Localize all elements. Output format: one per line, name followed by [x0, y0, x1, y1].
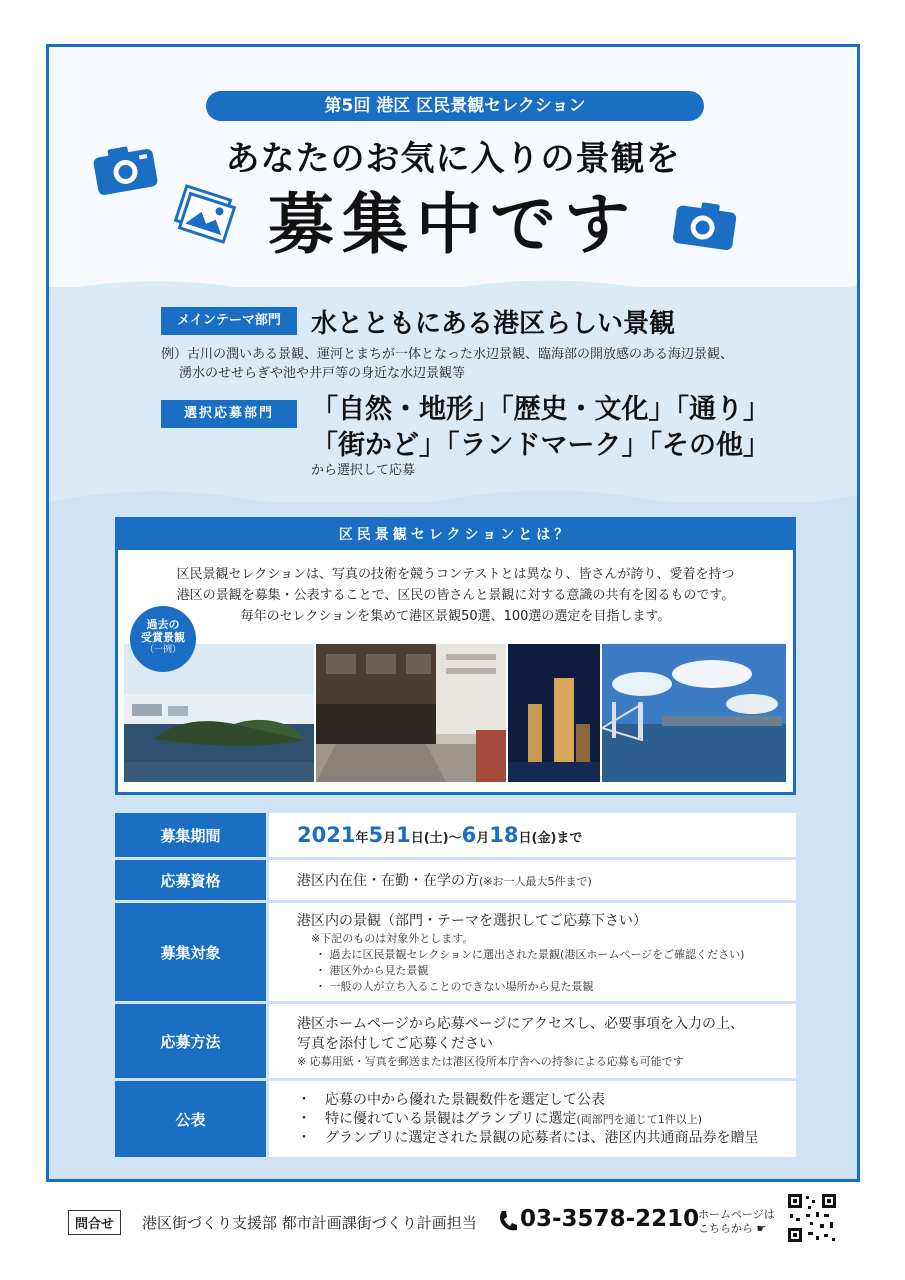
publish-item: ・ グランプリに選定された景観の応募者には、港区内共通商品券を贈呈	[297, 1129, 759, 1146]
photo-bay-bridge	[602, 644, 786, 782]
category-line: 「自然・地形」「歴史・文化」「通り」	[311, 394, 770, 425]
example-line: 例）古川の潤いある景観、運河とまちが一体となった水辺景観、臨海部の開放感のある海辺景観、	[161, 347, 734, 362]
period-value	[269, 813, 796, 857]
table-row	[115, 1004, 796, 1078]
method-label: 応募方法	[115, 1004, 266, 1078]
target-item: ・ 港区外から見た景観	[315, 964, 429, 977]
camera-icon	[91, 143, 159, 195]
footer	[66, 1206, 856, 1266]
main-theme-label: メインテーマ部門	[161, 307, 297, 335]
eligibility-note: (※お一人最大5件まで)	[479, 875, 592, 888]
table-row	[115, 903, 796, 1001]
headline: あなたのお気に入りの景観を	[225, 139, 681, 179]
publish-label: 公表	[115, 1081, 266, 1157]
category-list	[311, 392, 770, 464]
main-theme-examples	[161, 345, 733, 383]
publish-item: ・ 応募の中から優れた景観数件を選定して公表	[297, 1091, 605, 1108]
photos-icon	[173, 183, 237, 245]
eligibility-text: 港区内在住・在勤・在学の方	[297, 873, 479, 889]
table-row	[115, 813, 796, 857]
eligibility-value	[269, 860, 796, 900]
badge-line: 受賞景観	[141, 631, 185, 644]
phone-icon	[498, 1210, 518, 1232]
period-month: 5	[368, 823, 384, 847]
homepage-line: ホームページは	[698, 1208, 775, 1221]
target-item: ・ 一般の人が立ち入ることのできない場所から見た景観	[315, 980, 594, 993]
publish-value	[269, 1081, 796, 1157]
target-label: 募集対象	[115, 903, 266, 1001]
publish-note: (両部門を通じて1件以上)	[576, 1112, 703, 1126]
target-note: ※下記のものは対象外とします。	[311, 932, 474, 945]
period-day: 18	[489, 823, 519, 847]
about-text	[118, 564, 793, 627]
period-unit: 月	[476, 831, 490, 846]
target-main: 港区内の景観（部門・テーマを選択してご応募下さい）	[297, 913, 647, 929]
table-row	[115, 1081, 796, 1157]
period-unit: 日(土)～	[410, 831, 462, 846]
period-day: 1	[396, 823, 411, 847]
headline-large: 募集中です	[268, 186, 638, 263]
about-line: 毎年のセレクションを集めて港区景観50選、100選の選定を目指します。	[240, 609, 671, 624]
category-line: 「街かど」「ランドマーク」「その他」	[311, 430, 770, 461]
camera-icon-right	[671, 199, 741, 251]
period-unit: 月	[383, 831, 397, 846]
homepage-line: こちらから ☛	[698, 1222, 767, 1235]
photo-towers-night	[508, 644, 600, 782]
phone-number[interactable]: 03-3578-2210	[520, 1206, 700, 1232]
target-item: ・ 過去に区民景観セレクションに選出された景観(港区ホームページをご確認ください)	[315, 948, 745, 961]
method-value	[269, 1004, 796, 1078]
period-label: 募集期間	[115, 813, 266, 857]
about-box	[115, 517, 796, 795]
qr-code[interactable]	[786, 1192, 838, 1244]
period-month: 6	[461, 823, 477, 847]
info-table	[115, 813, 796, 1160]
poster-frame	[46, 44, 860, 1182]
badge-line: （一例）	[144, 645, 181, 655]
about-line: 港区の景観を募集・公表することで、区民の皆さんと景観に対する意識の共有を図るものです。	[176, 588, 735, 603]
method-line: 写真を添付してご応募ください	[297, 1036, 493, 1052]
period-year: 2021	[297, 823, 356, 847]
department-name: 港区街づくり支援部 都市計画課街づくり計画担当	[142, 1214, 477, 1232]
past-award-badge	[130, 606, 196, 672]
main-theme-title: 水とともにある港区らしい景観	[311, 309, 676, 339]
about-heading: 区民景観セレクションとは？	[118, 520, 793, 550]
period-unit: 年	[355, 831, 369, 846]
category-sub: から選択して応募	[311, 463, 416, 478]
example-line: 湧水のせせらぎや池や井戸等の身近な水辺景観等	[179, 366, 466, 381]
target-value	[269, 903, 796, 1001]
about-line: 区民景観セレクションは、写真の技術を競うコンテストとは異なり、皆さんが誇り、愛着を持つ	[176, 567, 735, 582]
edition-pill: 第5回 港区 区民景観セレクション	[206, 91, 704, 121]
contact-label: 問合せ	[68, 1210, 121, 1235]
period-unit: 日(金)まで	[518, 831, 583, 846]
method-line: 港区ホームページから応募ページにアクセスし、必要事項を入力の上、	[297, 1016, 745, 1032]
badge-line: 過去の	[146, 618, 180, 631]
eligibility-label: 応募資格	[115, 860, 266, 900]
wave-top	[49, 267, 857, 307]
publish-item: ・ 特に優れている景観はグランプリに選定	[297, 1110, 577, 1127]
method-note: ※ 応募用紙・写真を郵送または港区役所本庁舎への持参による応募も可能です	[297, 1055, 684, 1068]
homepage-note	[698, 1208, 775, 1236]
photo-street	[316, 644, 506, 782]
wave-bottom	[49, 477, 857, 517]
table-row	[115, 860, 796, 900]
select-category-label: 選択応募部門	[161, 400, 297, 428]
